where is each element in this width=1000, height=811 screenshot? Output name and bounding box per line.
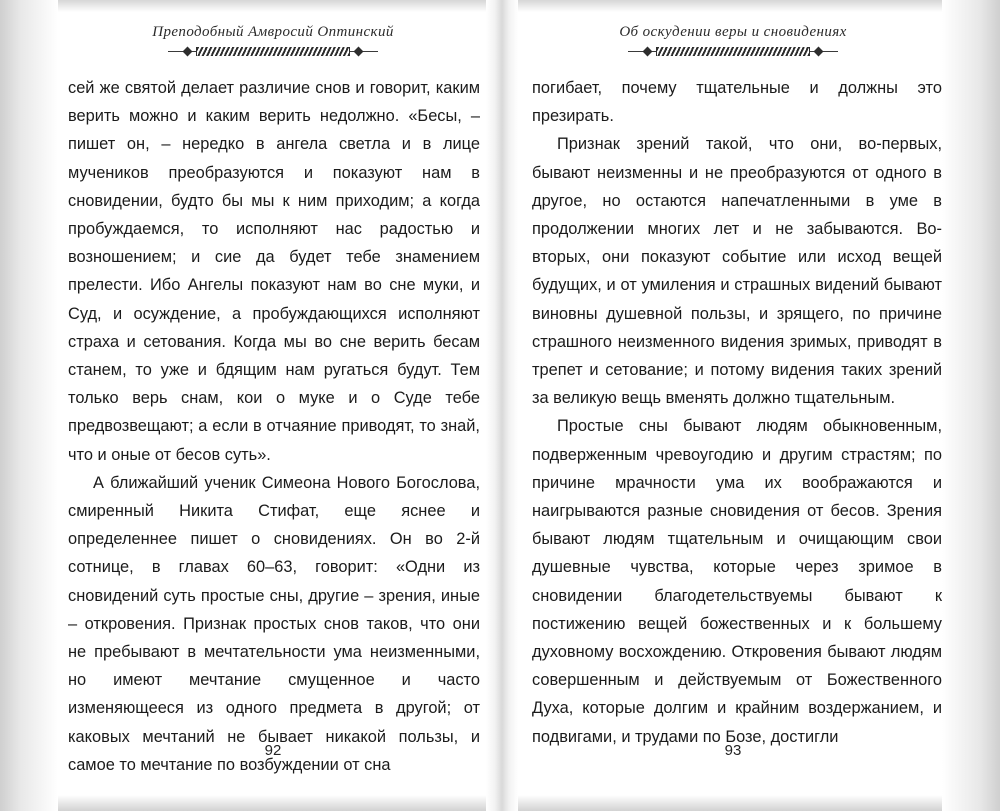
paragraph: Признак зрений такой, что они, во-первых, бывают неизменны и не преобразуются от одного в другое, но остаются напечатленными в уме в продолжении многих лет и не забываются. Во-вторых, они показуют событие или исход вещей будущих, и от умиления и страшных видений бывают виновны душевной пользы, и зрящего, по причине страшного неизменного видения зримых, приводят в трепет и сетование; и потому видения таких зрений за великую вещь вменять должно тщательным. <box>532 135 942 408</box>
paragraph: сей же святой делает различие снов и говорит, каким верить можно и каким верить недолжно. «Бесы, – пишет он, – нередко в ангела светла и в лице мучеников преобразуются и показуют нам в сновидении, будто бы мы к ним приходим; а когда пробуждаемся, то исполняют нас радостью и возношением; и сие да будет тебе знамением прелести. Ибо Ангелы показуют нам во сне муки, и Суд, и осуждение, а пробуждающихся исполняют страха и сетования. Когда мы во сне верить бесам станем, то уже и бдящим нам ругаться будут. Тем только верь снам, кои о муке и о Суде тебе предвозвещают; а если в отчаяние приводят, то знай, что и оные от бесов суть». <box>68 79 480 464</box>
hatched-rule-ornament-icon <box>628 47 838 56</box>
right-running-head <box>518 24 948 56</box>
paragraph: А ближайший ученик Симеона Нового Богослова, смиренный Никита Стифат, еще яснее и определеннее пишет о сновидениях. Он во 2-й сотнице, в главах 60–63, говорит: «Одни из сновидений суть простые сны, другие – зрения, иные – откровения. Признак простых снов таков, что они не пребывают в мечтательности ума неизменными, но имеют мечтание смущенное и часто изменяющееся из одного предмета в другой; от каковых мечтаний не бывает никакой пользы, и самое то мечтание по возбуждении от сна <box>68 473 480 774</box>
left-page <box>58 0 488 811</box>
right-text-column <box>532 74 942 751</box>
right-page-number: 93 <box>724 742 742 759</box>
book-gutter <box>486 0 518 811</box>
paragraph: Простые сны бывают людям обыкновенным, подверженным чревоугодию и другим страстям; по причине мрачности ума их воображаются и наигрываются разные сновидения от бесов. Зрения бывают людям тщательным и очищающим свои душевные чувства, которые через зримое в сновидении благодетельствуемы бывают к постижению вещей божественных и к большему духовному восхождению. Откровения бывают людям совершенным и действуемым от Божественного Духа, которые долгим и крайним воздержанием, и подвигами, и трудами по Бозе, достигли <box>532 417 942 746</box>
right-page-edge-shading <box>942 0 1000 811</box>
left-page-edge-shading <box>0 0 58 811</box>
left-text-column <box>68 74 480 779</box>
paragraph: погибает, почему тщательные и должны это презирать. <box>532 79 942 126</box>
left-running-head-text: Преподобный Амвросий Оптинский <box>152 24 394 40</box>
right-running-head-text: Об оскудении веры и сновидениях <box>619 24 847 40</box>
left-running-head <box>58 24 488 56</box>
left-page-number: 92 <box>264 742 282 759</box>
hatched-rule-ornament-icon <box>168 47 378 56</box>
right-page <box>518 0 948 811</box>
